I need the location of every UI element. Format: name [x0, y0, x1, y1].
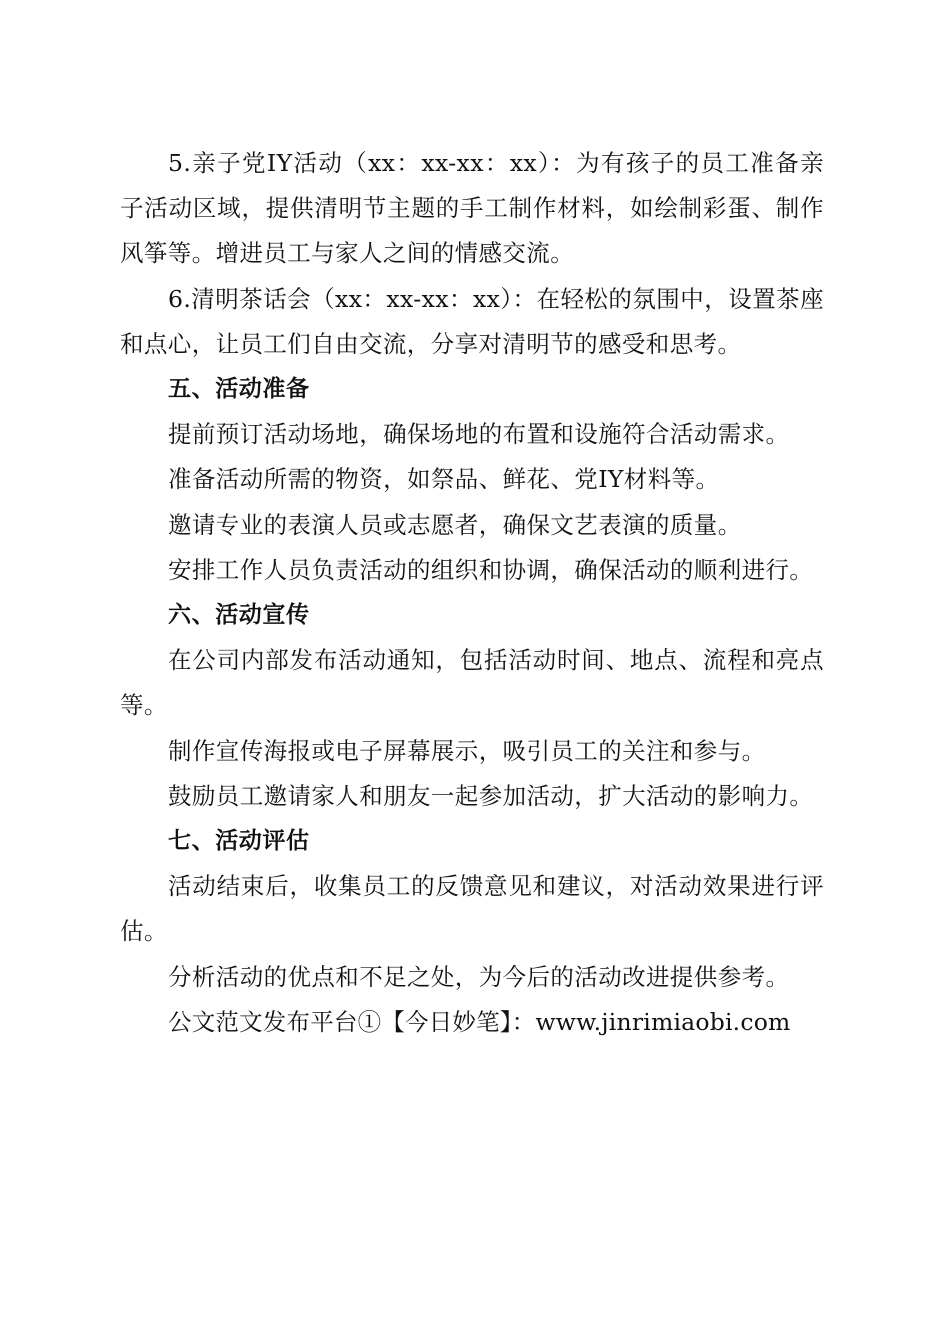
paragraph-analysis: 分析活动的优点和不足之处，为今后的活动改进提供参考。: [168, 962, 790, 991]
paragraph-posters: 制作宣传海报或电子屏幕展示，吸引员工的关注和参与。: [168, 736, 766, 765]
paragraph-internal-notice: 在公司内部发布活动通知，包括活动时间、地点、流程和亮点等。: [120, 646, 824, 720]
document-body: [120, 141, 824, 1045]
paragraph-parent-child-activity: 5.亲子党IY活动（xx：xx-xx：xx）：为有孩子的员工准备亲子活动区域，提供清明节主题的手工制作材料，如绘制彩蛋、制作风筝等。增进员工与家人之间的情感交流。: [120, 149, 824, 268]
paragraph-invite-family: 鼓励员工邀请家人和朋友一起参加活动，扩大活动的影响力。: [168, 781, 814, 810]
section-heading-preparation: 五、活动准备: [168, 376, 310, 403]
paragraph-venue-booking: 提前预订活动场地，确保场地的布置和设施符合活动需求。: [168, 420, 790, 449]
section-heading-publicity: 六、活动宣传: [168, 602, 310, 629]
paragraph-supplies: 准备活动所需的物资，如祭品、鲜花、党IY材料等。: [168, 465, 720, 494]
paragraph-staff-arrangement: 安排工作人员负责活动的组织和协调，确保活动的顺利进行。: [168, 555, 814, 584]
paragraph-feedback: 活动结束后，收集员工的反馈意见和建议，对活动效果进行评估。: [120, 872, 824, 946]
publisher-footer: 公文范文发布平台①【今日妙笔】：www.jinrimiaobi.com: [168, 1007, 791, 1036]
section-heading-evaluation: 七、活动评估: [168, 828, 310, 855]
paragraph-performers: 邀请专业的表演人员或志愿者，确保文艺表演的质量。: [168, 510, 742, 539]
paragraph-tea-party: 6.清明茶话会（xx：xx-xx：xx）：在轻松的氛围中，设置茶座和点心，让员工们自由交流，分享对清明节的感受和思考。: [120, 284, 824, 358]
